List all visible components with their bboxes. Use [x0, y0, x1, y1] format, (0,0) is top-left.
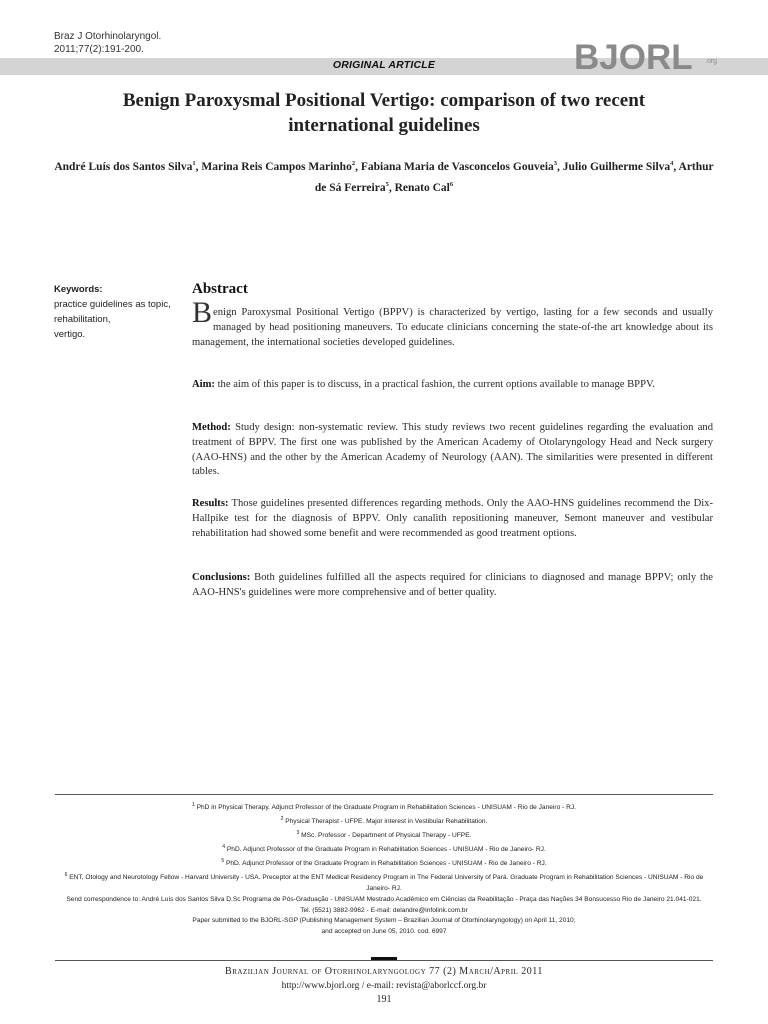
abstract-heading: Abstract [192, 281, 248, 297]
abstract-intro-text: enign Paroxysmal Positional Vertigo (BPPV) is characterized by vertigo, lasting for a few seconds and usually managed by head positioning maneuvers. To educate clinicians concerning the state-of-the art knowledge about its management, the international societies developed guidelines. [192, 307, 713, 348]
author-affiliation-mark: 4 [670, 160, 674, 167]
footnote-text: MSc. Professor - Department of Physical Therapy - UFPE. [299, 832, 472, 840]
author-name: Arthur de Sá Ferreira [314, 160, 714, 194]
footnote-mark: 6 [64, 871, 68, 878]
title-line-2: international guidelines [288, 115, 480, 136]
correspondence: Send correspondence to: André Luís dos Santos Silva D.Sc Programa de Pós-Graduação - UNISUAM Mestrado Acadêmico em Ciências da Reabilitação - Praça das Nações 34 Bonsucesso Rio de Janeiro 21.041-021. [66, 895, 702, 903]
method-label: Method: [192, 422, 231, 433]
drop-cap: B [192, 296, 213, 329]
keywords-box [54, 282, 179, 342]
footnote [55, 828, 713, 842]
author-affiliation-mark: 3 [553, 160, 558, 167]
keywords-heading: Keywords: [54, 284, 103, 295]
footnote [55, 870, 713, 895]
author-affiliation-mark: 5 [385, 180, 389, 188]
footnote-divider [55, 794, 713, 795]
author-separator: , [355, 160, 361, 173]
conclusions-label: Conclusions: [192, 572, 251, 583]
results-label: Results: [192, 498, 229, 509]
footnote-mark: 1 [191, 802, 195, 808]
journal-logo: BJORL [574, 38, 693, 77]
section-label: ORIGINAL ARTICLE [332, 59, 436, 71]
footnote-mark: 5 [221, 857, 225, 864]
author-affiliation-mark: 2 [351, 160, 356, 167]
author-separator: , [557, 160, 563, 173]
footnotes [55, 800, 713, 938]
footer-journal-name: Brazilian Journal of Otorhinolaryngology 77 (2) March/April 2011 [225, 966, 543, 977]
author-name: André Luís dos Santos Silva [54, 160, 193, 173]
author-separator: , [195, 160, 202, 173]
footer-mark [371, 957, 397, 960]
author-name: Julio Guilherme Silva [562, 160, 671, 173]
author-affiliation-mark: 6 [449, 180, 454, 188]
footnote-text: PhD. Adjunct Professor of the Graduate Program in Rehabilitation Sciences - UNISUAM - Rio de Janeiro- RJ. [225, 846, 546, 854]
abstract-intro [192, 296, 713, 350]
author-list [54, 155, 714, 197]
footnote [55, 800, 713, 814]
footer-divider [55, 960, 713, 961]
submission-info-1: Paper submitted to the BJORL-SGP (Publishing Management System – Brazilian Journal of Otorhinolaryngology) on April 11, 2010; [192, 917, 576, 925]
author-separator: , [673, 160, 679, 173]
footnote-text: Physical Therapist - UFPE. Major interest in Vestibular Rehabilitation. [283, 818, 488, 826]
keyword-item: practice guidelines as topic, [54, 299, 171, 310]
keyword-item: rehabilitation, [54, 314, 111, 325]
submission-info-2: and accepted on June 05, 2010. cod. 6997 [321, 928, 447, 936]
footnote [55, 814, 713, 828]
footnote-mark: 4 [222, 843, 226, 850]
journal-citation [54, 30, 161, 56]
footnote-mark: 3 [296, 829, 300, 836]
abstract-results [192, 497, 713, 541]
aim-label: Aim: [192, 379, 215, 390]
footnote-text: PhD. Adjunct Professor of the Graduate Program in Rehabilitation Sciences - UNISUAM - Rio de Janeiro - RJ. [224, 860, 547, 868]
citation-line-1: Braz J Otorhinolaryngol. [54, 31, 162, 42]
article-title [40, 88, 728, 138]
footnote-mark: 2 [280, 815, 284, 822]
page-number: 191 [376, 994, 392, 1005]
abstract-aim [192, 378, 713, 393]
author-affiliation-mark: 1 [192, 160, 196, 167]
footer-urls: http://www.bjorl.org / e-mail: revista@aborlccf.org.br [281, 981, 487, 991]
abstract-conclusions [192, 571, 713, 601]
abstract-method [192, 421, 713, 480]
keyword-item: vertigo. [54, 329, 86, 340]
contact-info: Tel. (5521) 3882-9962 - E-mail: delandre@infolink.com.br [300, 906, 468, 914]
title-line-1: Benign Paroxysmal Positional Vertigo: comparison of two recent [122, 90, 646, 111]
journal-logo-suffix: .org [705, 58, 718, 65]
footnote [55, 856, 713, 870]
footnote-text: ENT, Otology and Neurotology Fellow - Harvard University - USA. Preceptor at the ENT Medical Residency Program in The Federal University of Pará. Graduate Program in Rehabilitation Sciences - UNISUAM - Rio de Janeiro- RJ. [67, 874, 704, 892]
footnote [55, 842, 713, 856]
citation-line-2: 2011;77(2):191-200. [54, 44, 144, 55]
aim-text: the aim of this paper is to discuss, in a practical fashion, the current options available to manage BPPV. [214, 379, 655, 390]
author-name: Fabiana Maria de Vasconcelos Gouveia [360, 160, 554, 173]
conclusions-text: Both guidelines fulfilled all the aspects required for clinicians to diagnosed and manage BPPV; only the AAO-HNS's guidelines were more comprehensive and of better quality. [192, 572, 713, 598]
footnote-text: PhD in Physical Therapy. Adjunct Professor of the Graduate Program in Rehabilitation Sciences - UNISUAM - Rio de Janeiro - RJ. [194, 804, 577, 812]
method-text: Study design: non-systematic review. This study reviews two recent guidelines regarding the evaluation and treatment of BPPV. The first one was published by the American Academy of Otolaryngology Head and Neck surgery (AAO-HNS) and the other by the American Academy of Neurology (AAN). The similarities were presented in different tables. [192, 422, 713, 478]
author-separator: , [388, 181, 395, 194]
author-name: Marina Reis Campos Marinho [201, 160, 352, 173]
results-text: Those guidelines presented differences regarding methods. Only the AAO-HNS guidelines recommend the Dix-Hallpike test for the diagnosis of BPPV. Only canalith repositioning maneuver, Semont maneuver and vestibular rehabilitation had showed some benefit and were recommended as good treatment options. [192, 498, 713, 539]
author-name: Renato Cal [394, 181, 450, 194]
